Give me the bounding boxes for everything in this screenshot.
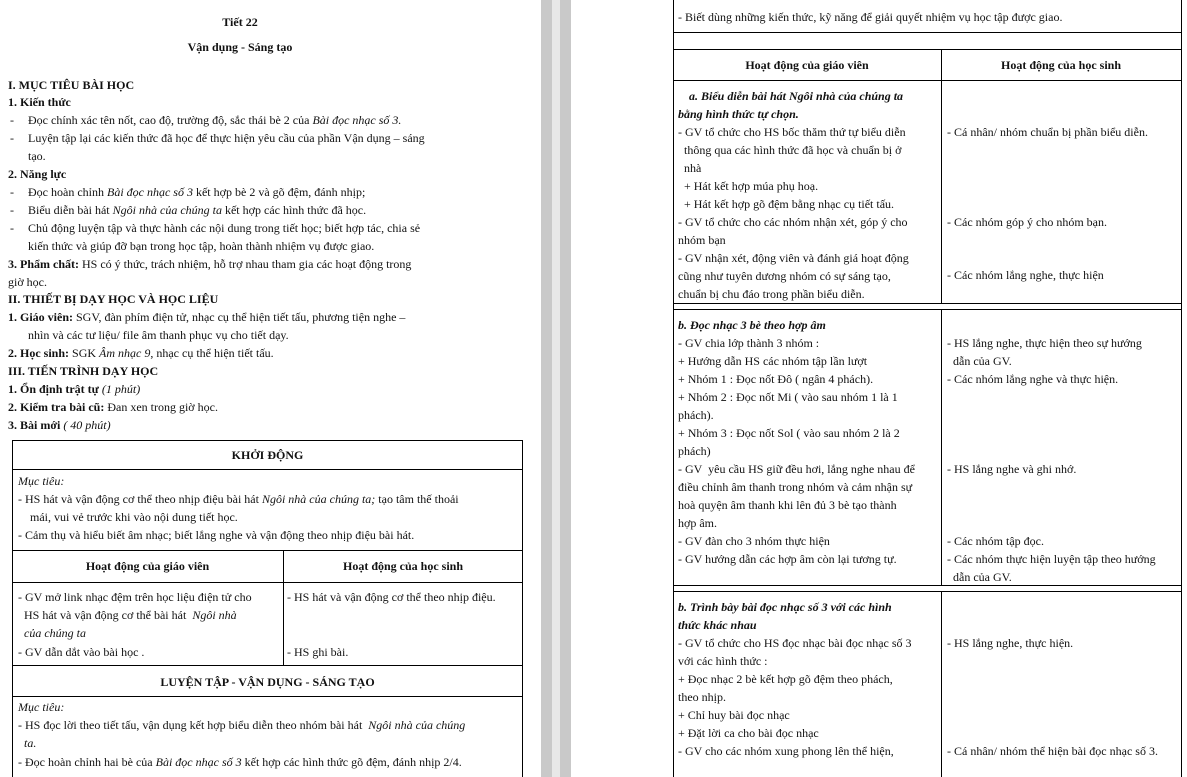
b-teacher-6-cont2: hoà quyện âm thanh khi lên đủ 3 bè tạo thành	[678, 498, 897, 512]
student-label: 2. Học sinh:	[8, 346, 70, 360]
warmup-teacher-1: - GV mở link nhạc đệm trên học liệu điện tử cho	[18, 590, 252, 604]
text-italic: Ngôi nhà của chúng ta;	[261, 492, 376, 506]
b-student-1: - HS lắng nghe, thực hiện theo sự hướng	[947, 336, 1142, 350]
step-label: 2. Kiểm tra bài cũ:	[8, 400, 105, 414]
text-italic: Ngôi nhà của chúng ta	[112, 203, 222, 217]
a-teacher-1-opt1: + Hát kết hợp múa phụ hoạ.	[678, 179, 819, 193]
a-teacher-1-opt2: + Hát kết hợp gõ đệm bằng nhạc cụ tiết tấu.	[678, 197, 895, 211]
col-student-header: Hoạt động của học sinh	[1000, 58, 1122, 72]
subheading-knowledge: 1. Kiến thức	[8, 95, 71, 109]
page-scroll-gap	[552, 0, 560, 777]
b-teacher-4-cont: phách).	[678, 408, 714, 422]
competence-item-3-cont: kiến thức và giúp đỡ bạn trong học tập, hoàn thành nhiệm vụ được giao.	[28, 239, 375, 253]
step-duration: ( 40 phút)	[60, 418, 111, 432]
b-teacher-4: + Nhóm 2 : Đọc nốt Mi ( vào sau nhóm 1 là 1	[678, 390, 898, 404]
text: SGV, đàn phím điện tử, nhạc cụ thể hiện tiết tấu, phương tiện nghe –	[73, 310, 406, 324]
document-page-left	[0, 0, 541, 777]
b-student-5: - Các nhóm thực hiện luyện tập theo hướng	[947, 552, 1156, 566]
c-teacher-5: - GV cho các nhóm xung phong lên thể hiện,	[678, 744, 894, 758]
c-teacher-1: - GV tổ chức cho HS đọc nhạc bài đọc nhạc số 3	[678, 636, 912, 650]
b-student-2: - Các nhóm lắng nghe và thực hiện.	[947, 372, 1119, 386]
text-italic: Ngôi nhà	[192, 608, 237, 622]
c-teacher-1-cont: với các hình thức :	[678, 654, 768, 668]
b-student-3: - HS lắng nghe và ghi nhớ.	[947, 462, 1077, 476]
warmup-col-student: Hoạt động của học sinh	[342, 559, 464, 573]
practice-goal-1	[18, 716, 465, 734]
text: - HS hát và vận động cơ thể theo nhịp điệu bài hát	[18, 492, 262, 506]
text: HS hát và vận động cơ thể bài hát	[18, 608, 193, 622]
a-teacher-2: - GV tổ chức cho các nhóm nhận xét, góp ý cho	[678, 215, 908, 229]
competence-item-1: - Đọc hoàn chỉnh Bài đọc nhạc số 3 kết hợp bè 2 và gõ đệm, đánh nhịp;	[10, 185, 366, 199]
b-teacher-7: - GV đàn cho 3 nhóm thực hiện	[678, 534, 830, 548]
text: - Đọc hoàn chỉnh hai bè của	[18, 755, 156, 769]
c-student-2: - Cá nhân/ nhóm thể hiện bài đọc nhạc số 3.	[947, 744, 1158, 758]
warmup-student-2: - HS ghi bài.	[287, 645, 349, 659]
page-gutter	[541, 0, 571, 777]
a-student-2: - Các nhóm góp ý cho nhóm bạn.	[947, 215, 1107, 229]
b-student-5-cont: dẫn của GV.	[947, 570, 1012, 584]
a-student-3: - Các nhóm lắng nghe, thực hiện	[947, 268, 1104, 282]
competence-item-3: - Chủ động luyện tập và thực hành các nội dung trong tiết học; biết hợp tác, chia sẻ	[10, 221, 421, 235]
text: kết hợp bè 2 và gõ đệm, đánh nhịp;	[192, 185, 366, 199]
right-top-line: - Biết dùng những kiến thức, kỹ năng để giải quyết nhiệm vụ học tập được giao.	[678, 10, 1063, 24]
text: kết hợp các hình thức đã học.	[221, 203, 367, 217]
b-teacher-6-cont3: hợp âm.	[678, 516, 718, 530]
c-student-1: - HS lắng nghe, thực hiện.	[947, 636, 1074, 650]
step-duration: (1 phút)	[98, 382, 141, 396]
c-teacher-3: + Chỉ huy bài đọc nhạc	[678, 708, 790, 722]
text-italic: Ngôi nhà của chúng	[368, 718, 466, 732]
b-teacher-2: + Hướng dẫn HS các nhóm tập lần lượt	[678, 354, 868, 368]
a-teacher-3: - GV nhận xét, động viên và đánh giá hoạt động	[678, 251, 909, 265]
text-italic: Âm nhạc 9	[99, 346, 151, 360]
c-teacher-4: + Đặt lời ca cho bài đọc nhạc	[678, 726, 819, 740]
warmup-goal-1	[18, 490, 459, 508]
b-teacher-6-cont: điều chỉnh âm thanh trong nhóm và cảm nhận sự	[678, 480, 913, 494]
warmup-title: KHỞI ĐỘNG	[231, 448, 304, 462]
practice-title: LUYỆN TẬP - VẬN DỤNG - SÁNG TẠO	[160, 675, 375, 689]
lesson-number: Tiết 22	[222, 15, 258, 29]
document-page-right	[571, 0, 1187, 777]
warmup-teacher-2: - GV dẫn dắt vào bài học .	[18, 645, 145, 659]
a-teacher-3-cont: cũng như tuyên dương nhóm có sự sáng tạo,	[678, 269, 891, 283]
a-teacher-1-cont: thông qua các hình thức đã học và chuẩn bị ở	[678, 143, 902, 157]
text: Đan xen trong giờ học.	[104, 400, 218, 414]
text: kết hợp các hình thức gõ đệm, đánh nhịp 2/4.	[241, 755, 462, 769]
warmup-col-teacher: Hoạt động của giáo viên	[85, 559, 210, 573]
a-teacher-2-cont: nhóm bạn	[678, 233, 726, 247]
equipment-teacher	[8, 308, 405, 326]
warmup-teacher-1-cont	[18, 606, 237, 624]
warmup-goal-label: Mục tiêu:	[18, 474, 65, 488]
practice-goal-1-cont: ta.	[18, 736, 37, 750]
c-teacher-2-cont: theo nhịp.	[678, 690, 726, 704]
section-c-title-cont: thức khác nhau	[678, 618, 757, 632]
step-label: 1. Ổn định trật tự	[8, 382, 99, 396]
qualities-line-cont: giờ học.	[8, 275, 48, 289]
qualities-line	[8, 255, 411, 273]
knowledge-item-1: - Đọc chính xác tên nốt, cao độ, trường độ, sắc thái bè 2 của Bài đọc nhạc số 3.	[10, 113, 402, 127]
warmup-student-1: - HS hát và vận động cơ thể theo nhịp điệu.	[287, 590, 496, 604]
a-teacher-1-cont2: nhà	[678, 161, 702, 175]
b-student-1-cont: dẫn của GV.	[947, 354, 1012, 368]
warmup-teacher-1-cont2: của chúng ta	[18, 626, 86, 640]
text: Biểu diễn bài hát	[28, 203, 113, 217]
section-a-title-cont: bằng hình thức tự chọn.	[678, 107, 799, 121]
competence-item-2: - Biểu diễn bài hát Ngôi nhà của chúng ta kết hợp các hình thức đã học.	[10, 203, 367, 217]
a-teacher-3-cont2: chuẩn bị chu đáo trong phần biểu diễn.	[678, 287, 865, 301]
section-heading-process: III. TIẾN TRÌNH DẠY HỌC	[8, 364, 159, 378]
b-teacher-5-cont: phách)	[678, 444, 711, 458]
process-step-3	[8, 416, 111, 434]
knowledge-item-2-cont: tạo.	[28, 149, 46, 163]
equipment-teacher-cont: nhìn và các tư liệu/ file âm thanh phục vụ cho tiết dạy.	[28, 328, 289, 342]
qualities-label: 3. Phẩm chất:	[8, 257, 79, 271]
text: Đọc hoàn chỉnh	[28, 185, 107, 199]
section-heading-objectives: I. MỤC TIÊU BÀI HỌC	[8, 78, 135, 92]
text: Luyện tập lại các kiến thức đã học để thực hiện yêu cầu của phần Vận dụng – sáng	[28, 131, 425, 145]
text: tạo tâm thế thoải	[375, 492, 459, 506]
text: Đọc chính xác tên nốt, cao độ, trường độ, sắc thái bè 2 của	[28, 113, 313, 127]
process-step-1	[8, 380, 140, 398]
section-a-title: a. Biểu diễn bài hát Ngôi nhà của chúng ta	[689, 89, 904, 103]
b-teacher-8: - GV hướng dẫn các hợp âm còn lại tương tự.	[678, 552, 897, 566]
text: , nhạc cụ thể hiện tiết tấu.	[150, 346, 274, 360]
b-student-4: - Các nhóm tập đọc.	[947, 534, 1044, 548]
text: SGK	[69, 346, 100, 360]
text-italic: Bài đọc nhạc số 3.	[312, 113, 402, 127]
practice-goal-2	[18, 753, 462, 771]
step-label: 3. Bài mới	[8, 418, 61, 432]
process-step-2	[8, 398, 218, 416]
section-c-title: b. Trình bày bài đọc nhạc số 3 với các hình	[678, 600, 892, 614]
b-teacher-1: - GV chia lớp thành 3 nhóm :	[678, 336, 820, 350]
section-heading-equipment: II. THIẾT BỊ DẠY HỌC VÀ HỌC LIỆU	[8, 292, 219, 306]
knowledge-item-2: - Luyện tập lại các kiến thức đã học để thực hiện yêu cầu của phần Vận dụng – sáng	[10, 131, 425, 145]
b-teacher-3: + Nhóm 1 : Đọc nốt Đô ( ngân 4 phách).	[678, 372, 874, 386]
col-teacher-header: Hoạt động của giáo viên	[745, 58, 869, 72]
text: - HS đọc lời theo tiết tấu, vận dụng kết hợp biểu diễn theo nhóm bài hát	[18, 718, 369, 732]
text-italic: Bài đọc nhạc số 3	[106, 185, 193, 199]
c-teacher-2: + Đọc nhạc 2 bè kết hợp gõ đệm theo phách,	[678, 672, 893, 686]
a-student-1: - Cá nhân/ nhóm chuẩn bị phần biểu diễn.	[947, 125, 1148, 139]
text: HS có ý thức, trách nhiệm, hỗ trợ nhau tham gia các hoạt động trong	[79, 257, 412, 271]
subheading-competence: 2. Năng lực	[8, 167, 67, 181]
b-teacher-6: - GV yêu cầu HS giữ đều hơi, lắng nghe nhau để	[678, 462, 915, 476]
text: Chủ động luyện tập và thực hành các nội dung trong tiết học; biết hợp tác, chia sẻ	[28, 221, 421, 235]
b-teacher-5: + Nhóm 3 : Đọc nốt Sol ( vào sau nhóm 2 là 2	[678, 426, 900, 440]
text-italic: Bài đọc nhạc số 3	[155, 755, 242, 769]
a-teacher-1: - GV tổ chức cho HS bốc thăm thứ tự biểu diễn	[678, 125, 906, 139]
lesson-title: Vận dụng - Sáng tạo	[187, 40, 293, 54]
warmup-goal-2: - Cảm thụ và hiểu biết âm nhạc; biết lắng nghe và vận động theo nhịp điệu bài hát.	[18, 528, 415, 542]
equipment-student	[8, 344, 274, 362]
section-b-title: b. Đọc nhạc 3 bè theo hợp âm	[678, 318, 826, 332]
teacher-label: 1. Giáo viên:	[8, 310, 73, 324]
warmup-goal-1-cont: mái, vui vẻ trước khi vào nội dung tiết học.	[30, 510, 238, 524]
practice-goal-label: Mục tiêu:	[18, 700, 65, 714]
